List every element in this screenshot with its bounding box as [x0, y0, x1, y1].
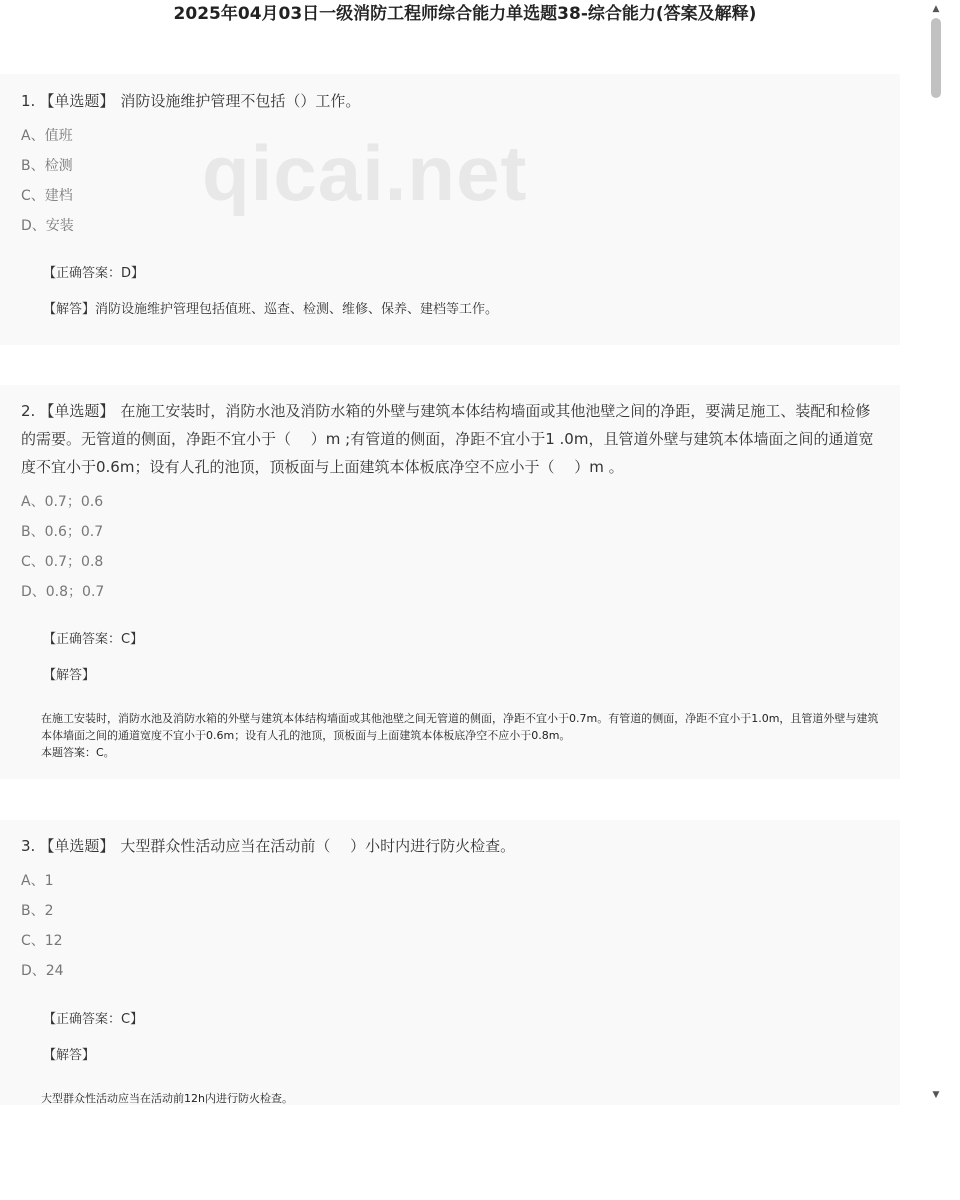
correct-answer: 【正确答案：C】: [43, 632, 144, 647]
question-stem: [21, 87, 883, 115]
question-number: 2.: [21, 402, 36, 420]
option-a[interactable]: A、值班: [21, 128, 73, 144]
correct-answer: 【正确答案：D】: [43, 266, 145, 281]
option-c[interactable]: C、0.7；0.8: [21, 554, 104, 570]
option-b[interactable]: B、2: [21, 903, 54, 919]
scroll-up-arrow-icon[interactable]: ▲: [932, 4, 940, 14]
question-stem: [21, 832, 883, 860]
explanation-label: 【解答】: [43, 302, 96, 317]
question-stem: [21, 397, 883, 481]
correct-answer: 【正确答案：C】: [43, 1012, 144, 1027]
explanation-text: 大型群众性活动应当在活动前12h内进行防火检查。: [41, 1092, 293, 1105]
option-a[interactable]: A、1: [21, 873, 54, 889]
explanation-text: 消防设施维护管理包括值班、巡查、检测、维修、保养、建档等工作。: [95, 302, 499, 317]
explanation-body: [41, 1090, 886, 1105]
option-b[interactable]: B、0.6；0.7: [21, 524, 104, 540]
explanation-label: 【解答】: [43, 668, 96, 683]
explanation-text: 在施工安装时，消防水池及消防水箱的外壁与建筑本体结构墙面或其他池壁之间无管道的侧面，净距不宜小于0.7m。有管道的侧面，净距不宜小于1.0m，且管道外壁与建筑本体墙面之间的通道宽度不宜小于0.6m；设有人孔的池顶，顶板面与上面建筑本体板底净空不应小于0.8m。: [41, 712, 879, 742]
scroll-thumb[interactable]: [931, 18, 941, 98]
option-c[interactable]: C、建档: [21, 188, 73, 204]
question-text: 消防设施维护管理不包括（）工作。: [120, 92, 361, 110]
option-d[interactable]: D、0.8；0.7: [21, 584, 105, 600]
question-card-3: [0, 820, 900, 1105]
option-a[interactable]: A、0.7；0.6: [21, 494, 104, 510]
question-number: 3.: [21, 837, 36, 855]
explanation-label: 【解答】: [43, 1048, 96, 1063]
explanation-conclusion: 本题答案：C。: [41, 746, 115, 759]
option-b[interactable]: B、检测: [21, 158, 73, 174]
question-number: 1.: [21, 92, 36, 110]
question-card-2: [0, 385, 900, 779]
question-type-tag: 【单选题】: [39, 402, 115, 420]
vertical-scrollbar[interactable]: [929, 0, 943, 1105]
question-type-tag: 【单选题】: [39, 92, 115, 110]
scroll-down-arrow-icon[interactable]: ▼: [932, 1090, 940, 1100]
question-text: 在施工安装时，消防水池及消防水箱的外壁与建筑本体结构墙面或其他池壁之间的净距，要满足施工、装配和检修的需要。无管道的侧面，净距不宜小于（ ）m ;有管道的侧面，净距不宜小于1 .0m，且管道外壁与建筑本体墙面之间的通道宽度不宜小于0.6m；设有人孔的池顶，顶板面与上面建筑本体板底净空不应小于（ ）m 。: [21, 402, 874, 476]
option-d[interactable]: D、24: [21, 963, 64, 979]
option-c[interactable]: C、12: [21, 933, 63, 949]
explanation: [43, 301, 498, 319]
question-type-tag: 【单选题】: [39, 837, 115, 855]
question-text: 大型群众性活动应当在活动前（ ）小时内进行防火检查。: [120, 837, 516, 855]
watermark-logo: qicai.net: [202, 129, 528, 217]
option-d[interactable]: D、安装: [21, 218, 74, 234]
explanation-body: [41, 710, 886, 761]
page-title: 2025年04月03日一级消防工程师综合能力单选题38-综合能力(答案及解释): [173, 4, 757, 24]
